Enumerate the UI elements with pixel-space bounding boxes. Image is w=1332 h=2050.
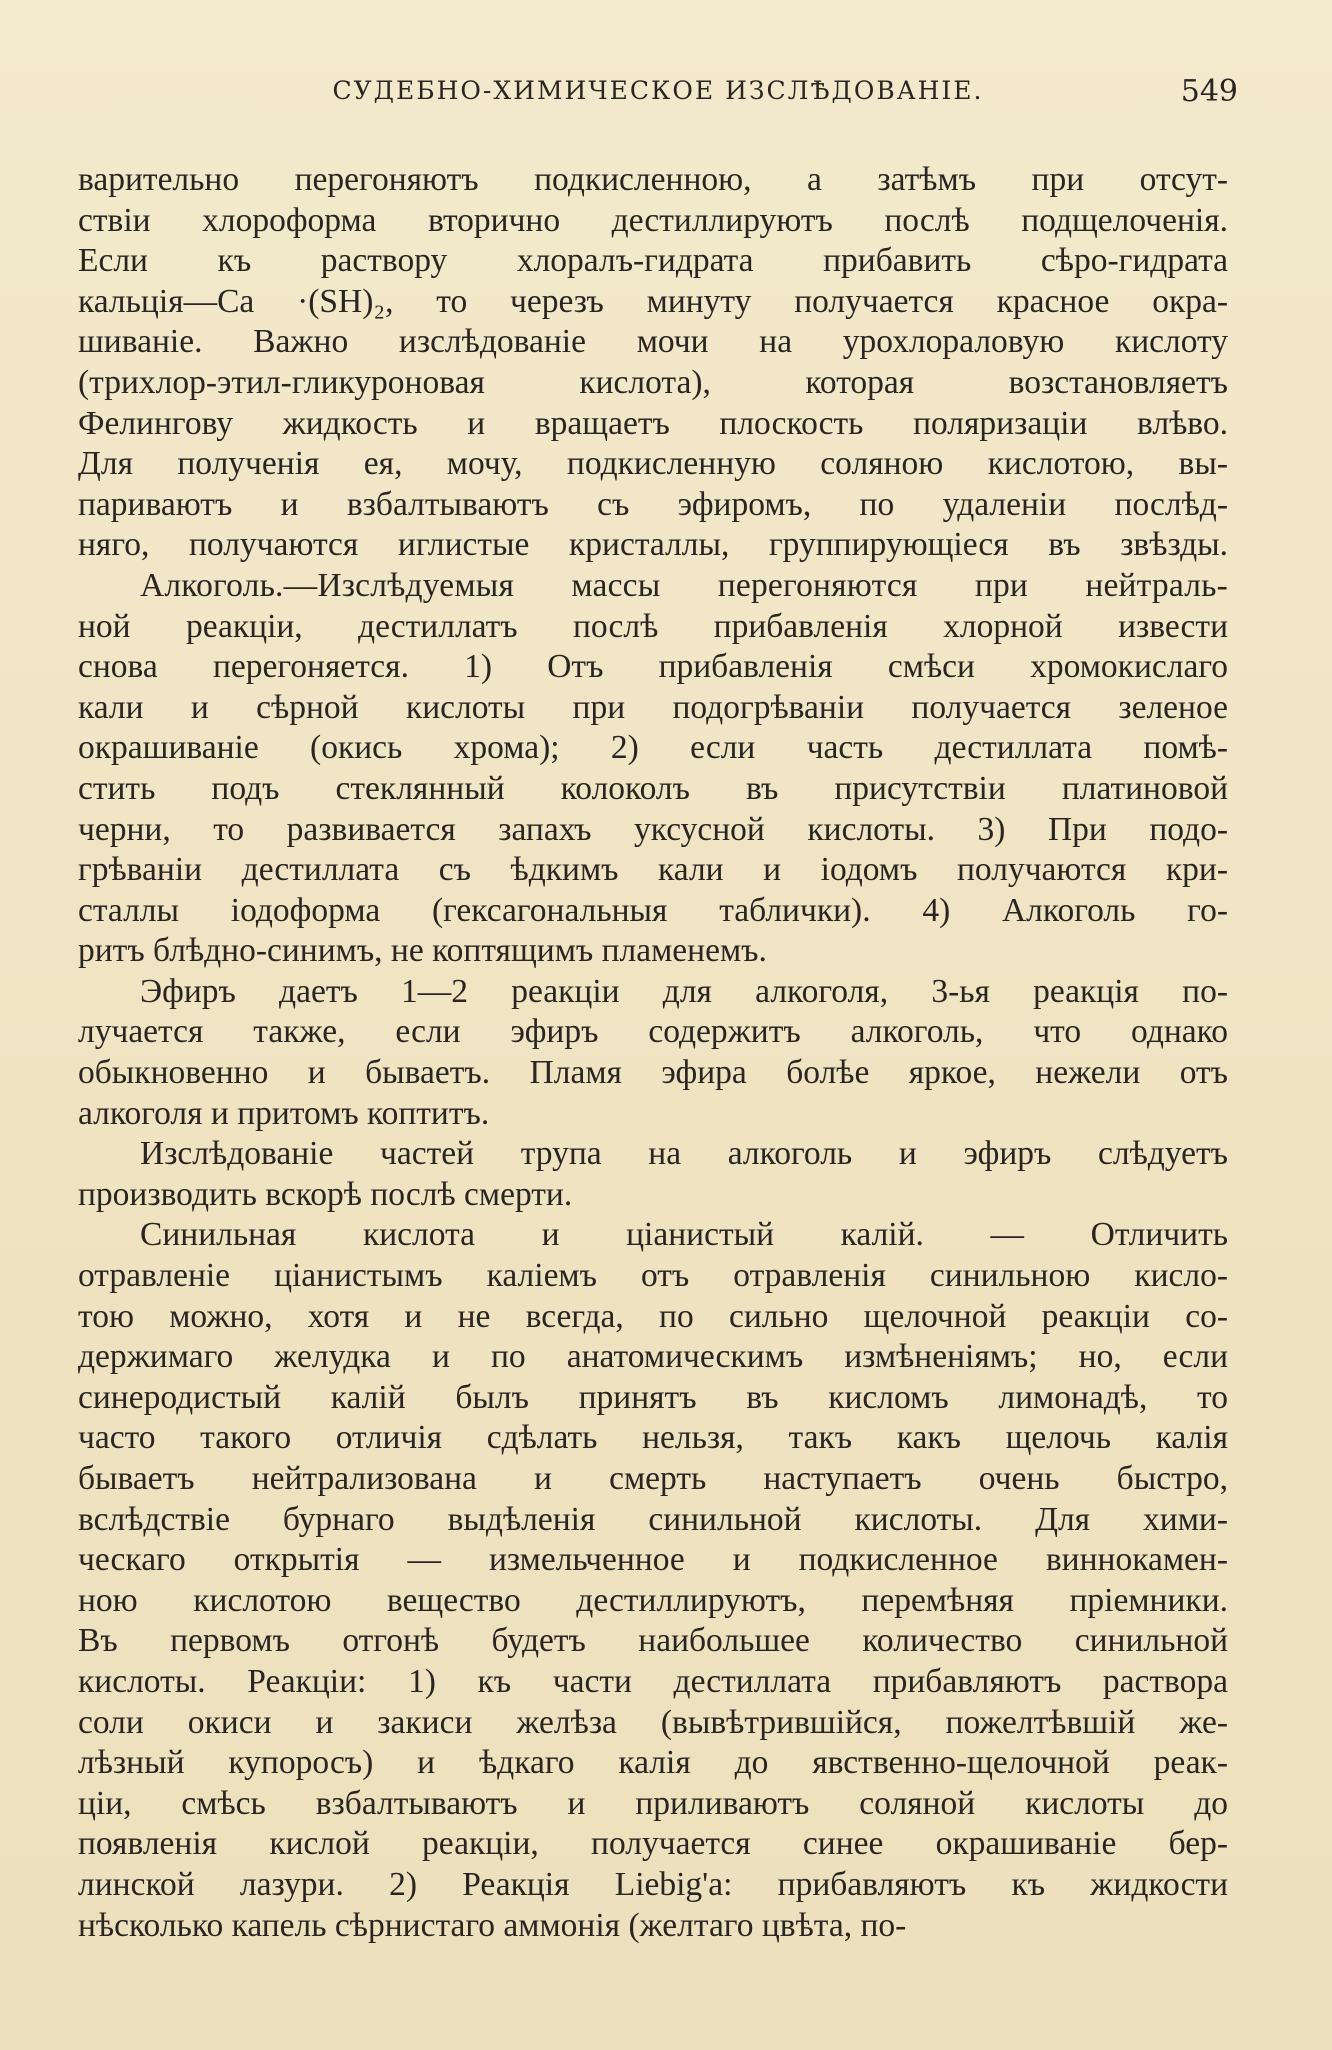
paragraph xyxy=(78,972,1228,1134)
text-line: Если къ раствору хлоралъ-гидрата прибавить сѣро-гидрата xyxy=(78,242,1228,280)
text-line: кали и сѣрной кислоты при подогрѣваніи получается зеленое xyxy=(78,688,1228,726)
text-line: ческаго открытія — измельченное и подкисленное виннокамен- xyxy=(78,1541,1228,1579)
text-line: ствіи хлороформа вторично дестиллируютъ послѣ подщелоченія. xyxy=(78,201,1228,239)
text-line: бываетъ нейтрализована и смерть наступаетъ очень быстро, xyxy=(78,1460,1228,1497)
text-line: стить подъ стеклянный колоколъ въ присутствіи платиновой xyxy=(78,769,1228,807)
text-line: тою можно, хотя и не всегда, по сильно щелочной реакціи со- xyxy=(78,1297,1228,1335)
running-head xyxy=(78,76,1238,120)
text-line: часто такого отличія сдѣлать нельзя, такъ какъ щелочь калія xyxy=(78,1419,1228,1457)
text-line: Для полученія ея, мочу, подкисленную соляною кислотою, вы- xyxy=(78,445,1228,483)
paragraph xyxy=(78,1215,1228,1946)
text-line: ритъ блѣдно-синимъ, не коптящимъ пламенемъ. xyxy=(78,932,767,970)
text-line: черни, то развивается запахъ уксусной кислоты. 3) При подо- xyxy=(78,810,1228,848)
text-line: ціи, смѣсь взбалтываютъ и приливаютъ соляной кислоты до xyxy=(78,1784,1228,1822)
text-line: (трихлор-этил-гликуроновая кислота), которая возстановляетъ xyxy=(78,363,1228,401)
text-line: линской лазури. 2) Реакція Liebig'а: прибавляютъ къ жидкости xyxy=(78,1865,1228,1903)
text-line: появленія кислой реакціи, получается синее окрашиваніе бер- xyxy=(78,1825,1228,1863)
text-line: кальція—Са ·(SH)₂, то черезъ минуту получается красное окра- xyxy=(78,282,1228,320)
page-number: 549 xyxy=(1180,74,1238,109)
text-line: Въ первомъ отгонѣ будетъ наибольшее количество синильной xyxy=(78,1622,1228,1660)
paragraph xyxy=(78,566,1228,972)
text-line: ной реакціи, дестиллатъ послѣ прибавленія хлорной извести xyxy=(78,607,1228,645)
text-line: няго, получаются иглистые кристаллы, группирующіеся въ звѣзды. xyxy=(78,526,1228,564)
body-text xyxy=(78,160,1228,1946)
running-title: СУДЕБНО-ХИМИЧЕСКОЕ ИЗСЛѢДОВАНІЕ. xyxy=(332,76,984,105)
text-line: Эфиръ даетъ 1—2 реакціи для алкоголя, 3-ья реакція по- xyxy=(140,972,1228,1010)
text-line: окрашиваніе (окись хрома); 2) если часть дестиллата помѣ- xyxy=(78,729,1228,767)
text-line: производить вскорѣ послѣ смерти. xyxy=(78,1175,573,1213)
text-line: соли окиси и закиси желѣза (вывѣтрившійся, пожелтѣвшій же- xyxy=(78,1703,1228,1741)
text-line: обыкновенно и бываетъ. Пламя эфира болѣе яркое, нежели отъ xyxy=(78,1054,1228,1092)
text-line: Изслѣдованіе частей трупа на алкоголь и эфиръ слѣдуетъ xyxy=(140,1135,1228,1173)
text-line: отравленіе ціанистымъ каліемъ отъ отравленія синильною кисло- xyxy=(78,1257,1228,1295)
text-line: держимаго желудка и по анатомическимъ измѣненіямъ; но, если xyxy=(78,1338,1228,1376)
text-line: шиваніе. Важно изслѣдованіе мочи на урохлораловую кислоту xyxy=(78,323,1228,361)
text-line: Фелингову жидкость и вращаетъ плоскость поляризаціи влѣво. xyxy=(78,404,1228,442)
text-line: Алкоголь.—Изслѣдуемыя массы перегоняются при нейтраль- xyxy=(140,566,1228,604)
text-line: лѣзный купоросъ) и ѣдкаго калія до явственно-щелочной реак- xyxy=(78,1744,1228,1782)
text-line: Синильная кислота и ціанистый калій. — Отличить xyxy=(140,1216,1228,1254)
text-line: алкоголя и притомъ коптитъ. xyxy=(78,1094,490,1132)
text-line: грѣваніи дестиллата съ ѣдкимъ кали и іодомъ получаются кри- xyxy=(78,851,1228,889)
text-line: париваютъ и взбалтываютъ съ эфиромъ, по удаленіи послѣд- xyxy=(78,485,1228,523)
paragraph xyxy=(78,160,1228,566)
text-line: сталлы іодоформа (гексагональныя таблички). 4) Алкоголь го- xyxy=(78,891,1228,929)
text-line: нѣсколько капель сѣрнистаго аммонія (желтаго цвѣта, по- xyxy=(78,1906,907,1944)
text-line: лучается также, если эфиръ содержитъ алкоголь, что однако xyxy=(78,1013,1228,1051)
text-line: кислоты. Реакціи: 1) къ части дестиллата прибавляютъ раствора xyxy=(78,1662,1228,1700)
text-line: снова перегоняется. 1) Отъ прибавленія смѣси хромокислаго xyxy=(78,648,1228,686)
text-line: варительно перегоняютъ подкисленною, а затѣмъ при отсут- xyxy=(78,161,1228,198)
paragraph xyxy=(78,1134,1228,1215)
text-line: ною кислотою вещество дестиллируютъ, перемѣняя пріемники. xyxy=(78,1581,1228,1619)
text-line: вслѣдствіе бурнаго выдѣленія синильной кислоты. Для хими- xyxy=(78,1500,1228,1538)
text-line: синеродистый калій былъ принятъ въ кисломъ лимонадѣ, то xyxy=(78,1378,1228,1416)
